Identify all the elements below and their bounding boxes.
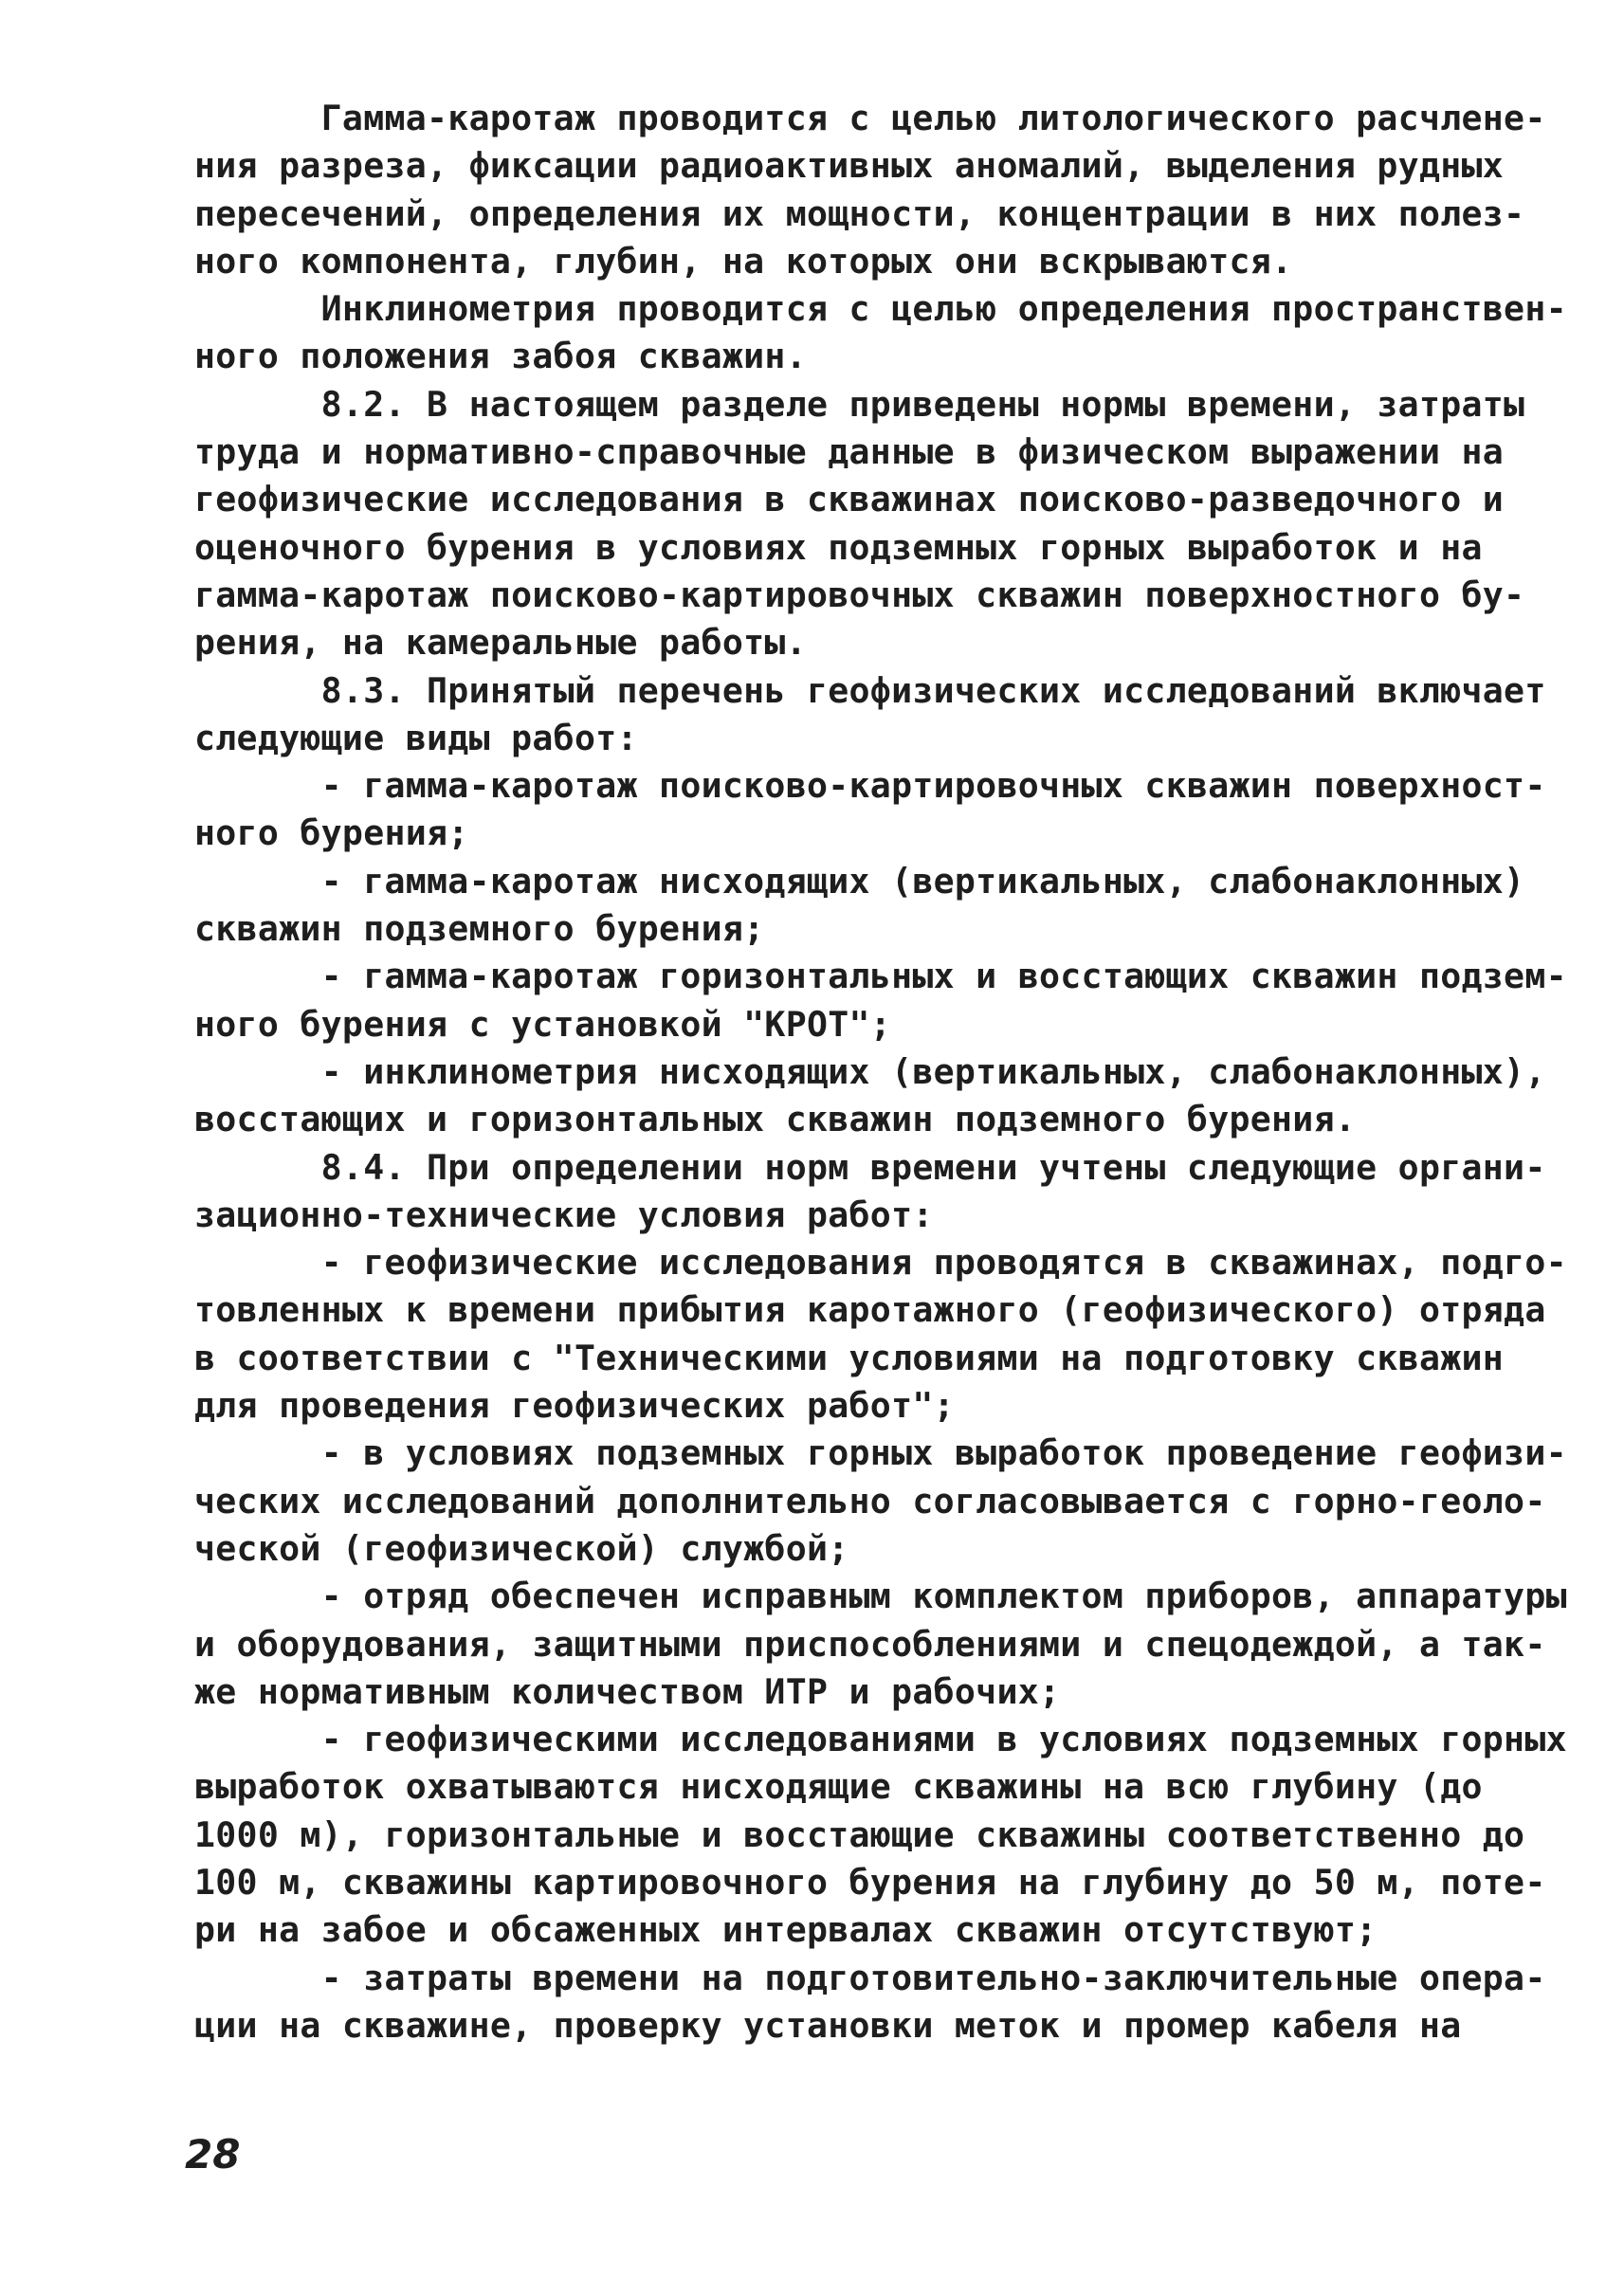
text-line: зационно-технические условия работ: (194, 1194, 934, 1235)
text-line: же нормативным количеством ИТР и рабочих; (194, 1670, 1061, 1712)
text-line: и оборудования, защитными приспособлениями и спецодеждой, а так- (194, 1623, 1546, 1665)
text-line: - в условиях подземных горных выработок проведение геофизи- (194, 1432, 1567, 1474)
text-line: Гамма-каротаж проводится с целью литологического расчлене- (194, 98, 1546, 138)
text-line: труда и нормативно-справочные данные в физическом выражении на (194, 431, 1505, 473)
text-line: скважин подземного бурения; (194, 908, 765, 950)
text-line: - инклинометрия нисходящих (вертикальных, слабонаклонных), (194, 1050, 1546, 1092)
text-line: ческой (геофизической) службой; (194, 1527, 849, 1569)
body-text (194, 95, 1567, 2050)
text-line: геофизические исследования в скважинах поисково-разведочного и (194, 479, 1505, 520)
text-line: для проведения геофизических работ"; (194, 1385, 955, 1427)
text-line: ри на забое и обсаженных интервалах скважин отсутствуют; (194, 1909, 1378, 1951)
text-line: 8.4. При определении норм времени учтены следующие органи- (194, 1146, 1546, 1188)
text-line: - гамма-каротаж горизонтальных и восстающих скважин подзем- (194, 956, 1567, 997)
text-line: - затраты времени на подготовительно-заключительные опера- (194, 1957, 1546, 1998)
text-line: ния разреза, фиксации радиоактивных аномалий, выделения рудных (194, 145, 1505, 187)
text-line: 8.3. Принятый перечень геофизических исследований включает (194, 669, 1546, 711)
page-number: 28 (185, 2131, 241, 2178)
text-line: 8.2. В настоящем разделе приведены нормы времени, затраты (194, 383, 1525, 425)
text-line: товленных к времени прибытия каротажного (геофизического) отряда (194, 1289, 1546, 1331)
text-line: ного бурения с установкой "КРОТ"; (194, 1003, 892, 1045)
text-line: - отряд обеспечен исправным комплектом приборов, аппаратуры (194, 1576, 1567, 1617)
text-line: ческих исследований дополнительно согласовывается с горно-геоло- (194, 1480, 1546, 1522)
text-line: Инклинометрия проводится с целью определения пространствен- (194, 288, 1567, 330)
text-line: рения, на камеральные работы. (194, 622, 807, 664)
text-line: - гамма-каротаж нисходящих (вертикальных, слабонаклонных) (194, 860, 1525, 902)
text-line: ции на скважине, проверку установки меток и промер кабеля на (194, 2004, 1462, 2046)
text-line: ного компонента, глубин, на которых они вскрываются. (194, 240, 1293, 282)
text-line: 100 м, скважины картировочного бурения на глубину до 50 м, поте- (194, 1861, 1546, 1903)
text-line: 1000 м), горизонтальные и восстающие скважины соответственно до (194, 1813, 1525, 1855)
text-line: ного бурения; (194, 812, 469, 854)
text-line: пересечений, определения их мощности, концентрации в них полез- (194, 192, 1525, 234)
text-line: следующие виды работ: (194, 717, 638, 758)
text-line: выработок охватываются нисходящие скважины на всю глубину (до (194, 1766, 1483, 1808)
text-line: гамма-каротаж поисково-картировочных скважин поверхностного бу- (194, 574, 1525, 615)
text-line: - геофизические исследования проводятся в скважинах, подго- (194, 1242, 1567, 1284)
text-line: ного положения забоя скважин. (194, 336, 807, 377)
text-line: восстающих и горизонтальных скважин подземного бурения. (194, 1099, 1357, 1140)
text-line: - гамма-каротаж поисково-картировочных скважин поверхност- (194, 765, 1546, 807)
text-line: в соответствии с "Техническими условиями на подготовку скважин (194, 1337, 1505, 1378)
text-line: оценочного бурения в условиях подземных горных выработок и на (194, 526, 1483, 568)
text-line: - геофизическими исследованиями в условиях подземных горных (194, 1719, 1567, 1760)
